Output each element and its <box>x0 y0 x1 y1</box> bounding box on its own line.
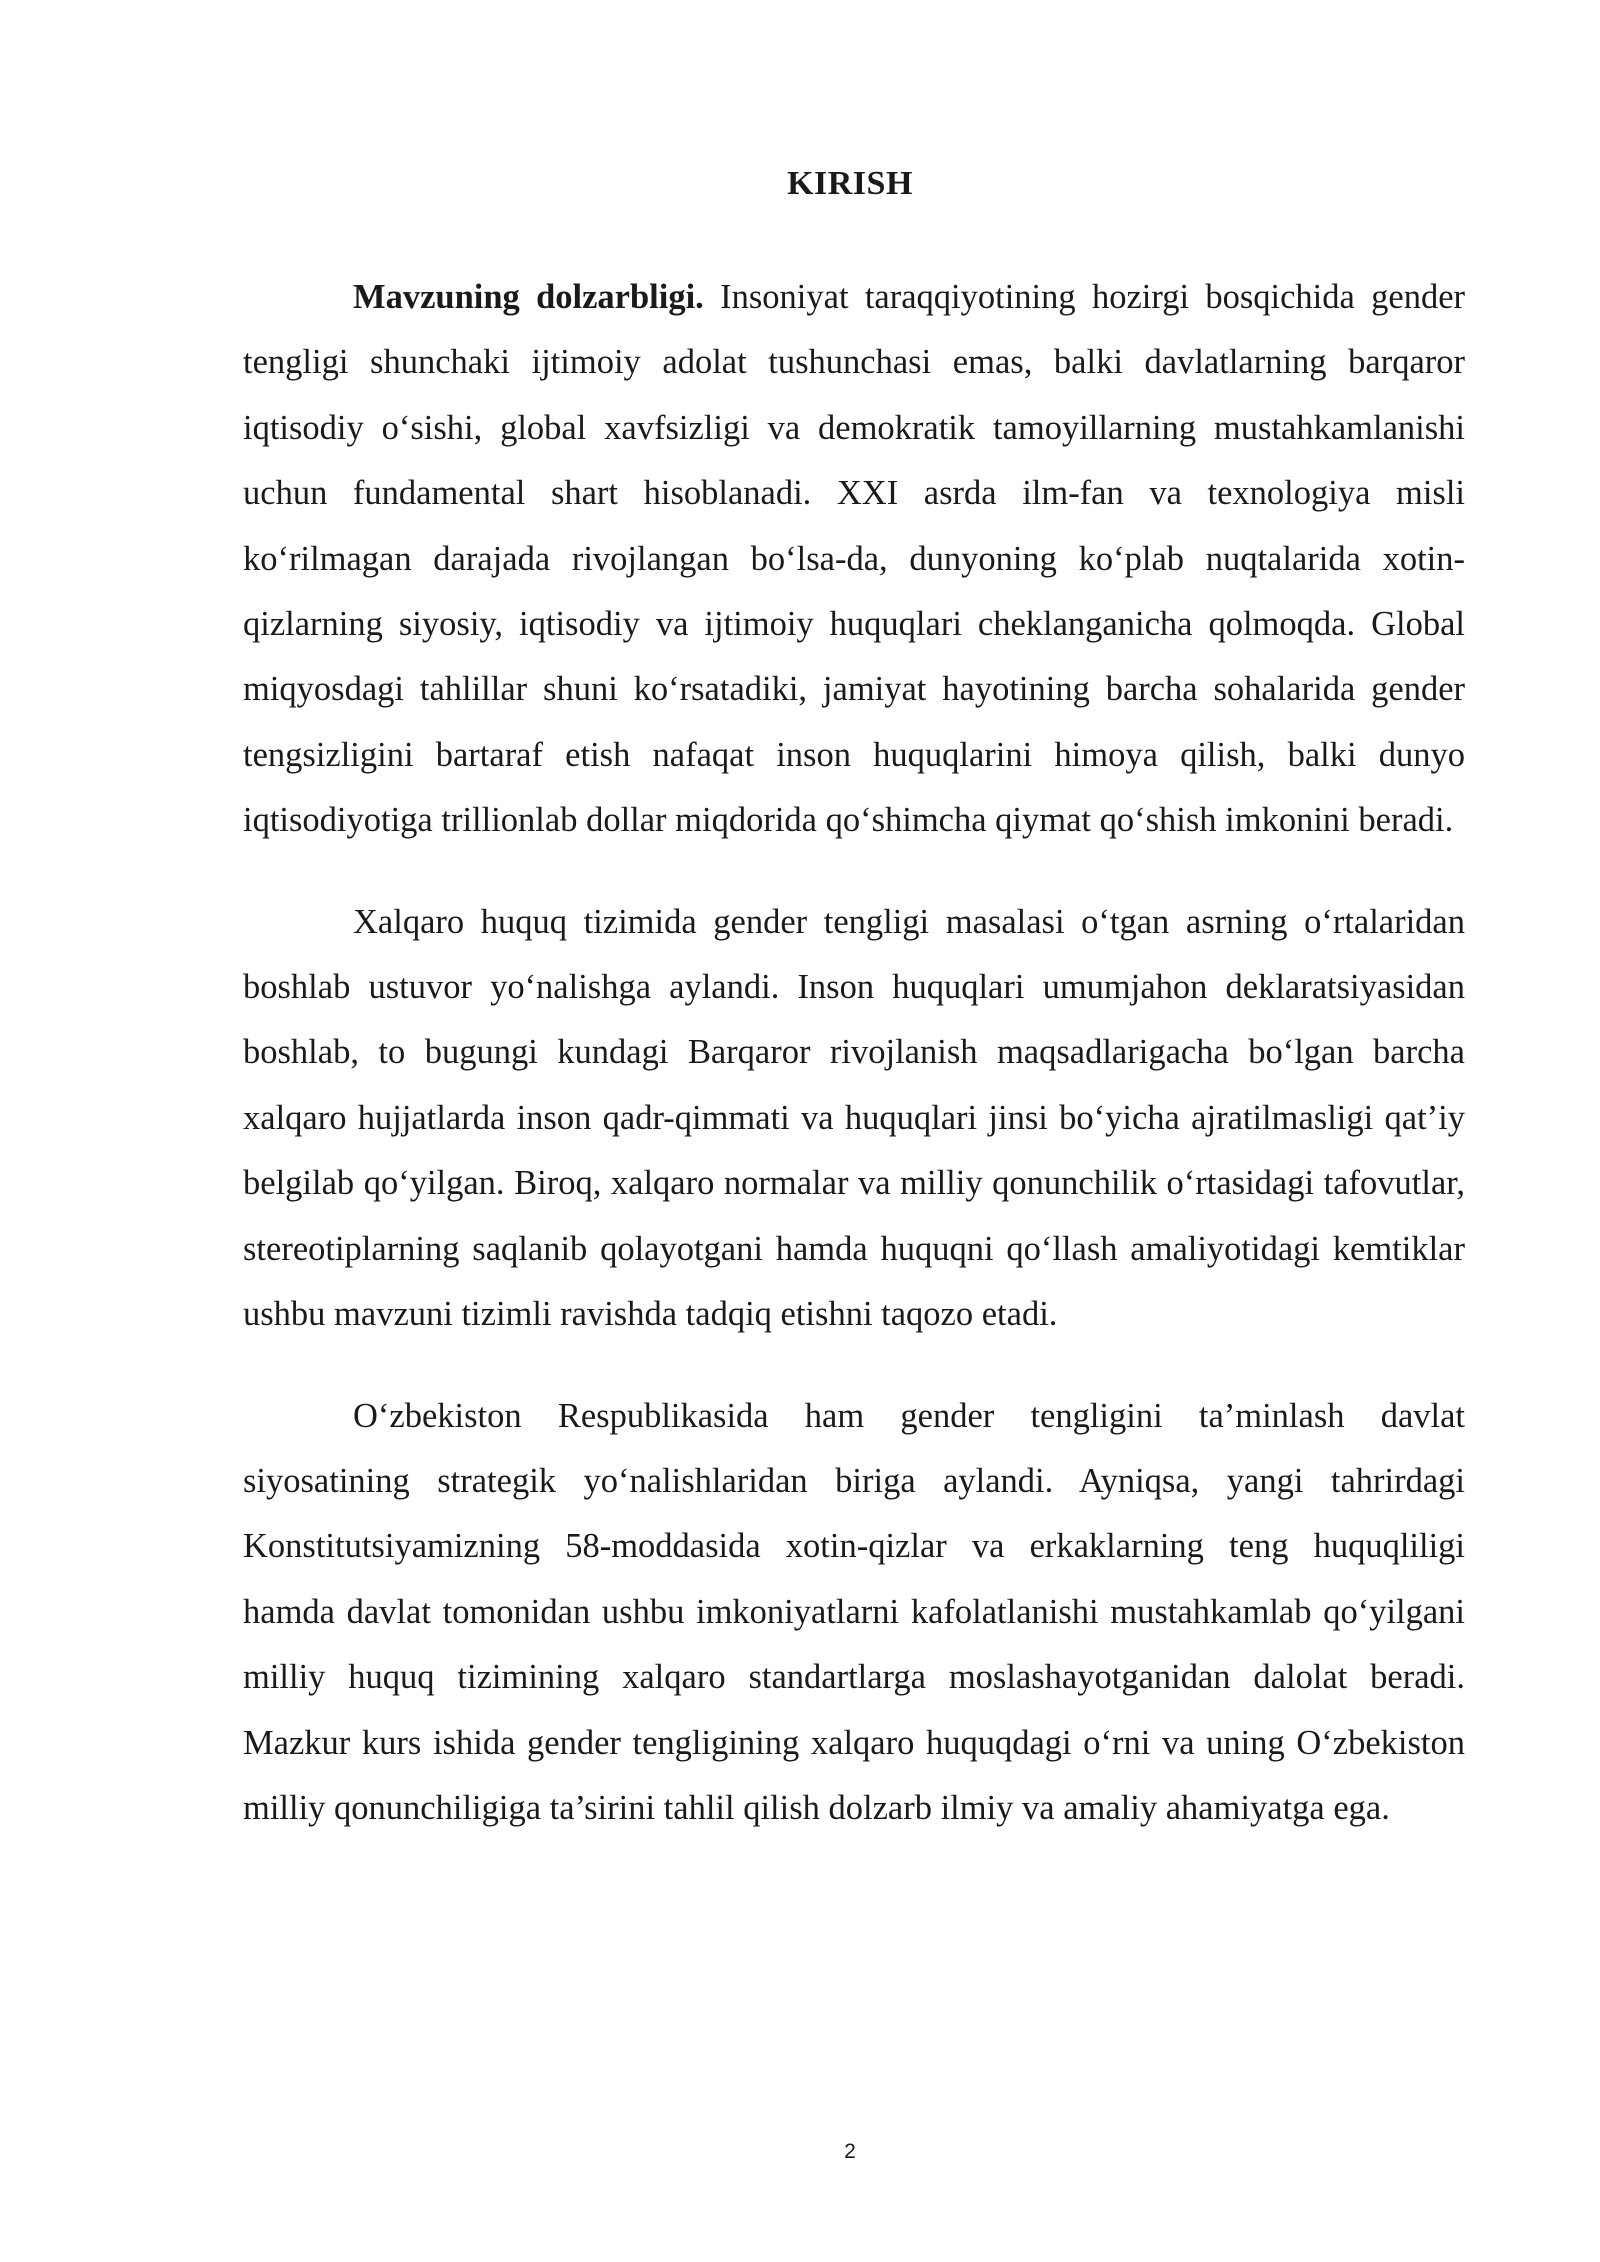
body-text <box>243 265 1465 1841</box>
section-heading: KIRISH <box>787 165 913 202</box>
paragraph-uzbekistan: O‘zbekiston Respublikasida ham gender tengligini ta’minlash davlat siyosatining strategik yo‘nalishlaridan biriga aylandi. Ayniqsa, yangi tahrirdagi Konstitutsiyamizning 58-moddasida xotin-qizlar va erkaklarning teng huquqliligi hamda davlat tomonidan ushbu imkoniyatlarni kafolatlanishi mustahkamlab qo‘yilgani milliy huquq tizimining xalqaro standartlarga moslashayotganidan dalolat beradi. Mazkur kurs ishida gender tengligining xalqaro huquqdagi o‘rni va uning O‘zbekiston milliy qonunchiligiga ta’sirini tahlil qilish dolzarb ilmiy va amaliy ahamiyatga ega. <box>243 1396 1465 1827</box>
page-number: 2 <box>844 2140 856 2163</box>
paragraph-text: Insoniyat taraqqiyotining hozirgi bosqichida gender tengligi shunchaki ijtimoiy adolat tushunchasi emas, balki davlatlarning barqaror iqtisodiy o‘sishi, global xavfsizligi va demokratik tamoyillarning mustahkamlanishi uchun fundamental shart hisoblanadi. XXI asrda ilm-fan va texnologiya misli ko‘rilmagan darajada rivojlangan bo‘lsa-da, dunyoning ko‘plab nuqtalarida xotin-qizlarning siyosiy, iqtisodiy va ijtimoiy huquqlari cheklanganicha qolmoqda. Global miqyosdagi tahlillar shuni ko‘rsatadiki, jamiyat hayotining barcha sohalarida gender tengsizligini bartaraf etish nafaqat inson huquqlarini himoya qilish, balki dunyo iqtisodiyotiga trillionlab dollar miqdorida qo‘shimcha qiymat qo‘shish imkonini beradi. <box>243 278 1465 840</box>
paragraph-international-law: Xalqaro huquq tizimida gender tengligi masalasi o‘tgan asrning o‘rtalaridan boshlab ustuvor yo‘nalishga aylandi. Inson huquqlari umumjahon deklaratsiyasidan boshlab, to bugungi kundagi Barqaror rivojlanish maqsadlarigacha bo‘lgan barcha xalqaro hujjatlarda inson qadr-qimmati va huquqlari jinsi bo‘yicha ajratilmasligi qat’iy belgilab qo‘yilgan. Biroq, xalqaro normalar va milliy qonunchilik o‘rtasidagi tafovutlar, stereotiplarning saqlanib qolayotgani hamda huquqni qo‘llash amaliyotidagi kemtiklar ushbu mavzuni tizimli ravishda tadqiq etishni taqozo etadi. <box>243 902 1465 1334</box>
paragraph-lead: Mavzuning dolzarbligi. <box>353 278 704 316</box>
paragraph-relevance <box>243 265 1465 854</box>
